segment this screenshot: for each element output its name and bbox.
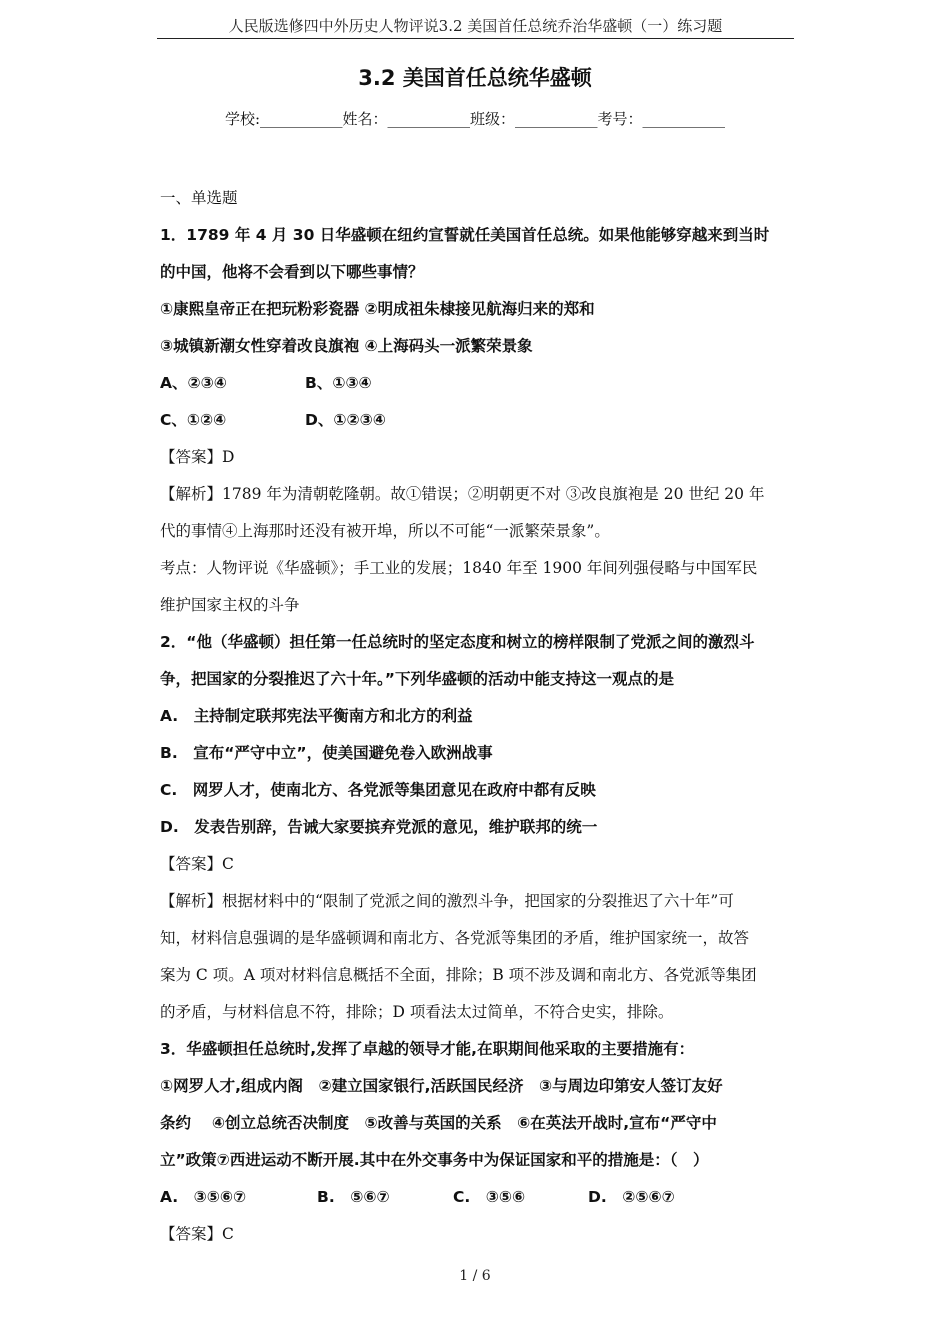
- q1-analysis-line-2: 代的事情④上海那时还没有被开埠，所以不可能“一派繁荣景象”。: [160, 522, 610, 540]
- q1-point-line-2: 维护国家主权的斗争: [160, 596, 300, 614]
- page-title: 3.2 美国首任总统华盛顿: [358, 66, 592, 90]
- q2-analysis-line-4: 的矛盾，与材料信息不符，排除；D 项看法太过简单，不符合史实，排除。: [160, 1003, 674, 1021]
- section-heading: 一、单选题: [160, 189, 238, 207]
- q1-items-line-1: ①康熙皇帝正在把玩粉彩瓷器 ②明成祖朱棣接见航海归来的郑和: [160, 300, 595, 318]
- q2-stem-line-2: 争，把国家的分裂推迟了六十年。”下列华盛顿的活动中能支持这一观点的是: [160, 670, 674, 688]
- q2-answer: 【答案】C: [160, 855, 234, 873]
- q2-option-b: B. 宣布“严守中立”，使美国避免卷入欧洲战事: [160, 744, 493, 762]
- q1-answer: 【答案】D: [160, 448, 235, 466]
- q2-analysis-line-2: 知，材料信息强调的是华盛顿调和南北方、各党派等集团的矛盾，维护国家统一，故答: [160, 929, 750, 947]
- q1-stem-line-2: 的中国，他将不会看到以下哪些事情？: [160, 263, 424, 281]
- q1-stem-line-1: 1．1789 年 4 月 30 日华盛顿在纽约宣誓就任美国首任总统。如果他能够穿越来到当时: [160, 226, 770, 244]
- q1-items-line-2: ③城镇新潮女性穿着改良旗袍 ④上海码头一派繁荣景象: [160, 337, 533, 355]
- q1-option-a: A、②③④: [160, 374, 227, 392]
- q2-option-c: C. 网罗人才，使南北方、各党派等集团意见在政府中都有反映: [160, 781, 596, 799]
- q2-option-a: A. 主持制定联邦宪法平衡南方和北方的利益: [160, 707, 473, 725]
- q2-stem-line-1: 2．“他（华盛顿）担任第一任总统时的坚定态度和树立的榜样限制了党派之间的激烈斗: [160, 633, 755, 651]
- q3-items-line-1: ①网罗人才,组成内阁 ②建立国家银行,活跃国民经济 ③与周边印第安人签订友好: [160, 1077, 723, 1095]
- q3-items-line-2: 条约 ④创立总统否决制度 ⑤改善与英国的关系 ⑥在英法开战时,宣布“严守中: [160, 1114, 717, 1132]
- q2-analysis-line-1: 【解析】根据材料中的“限制了党派之间的激烈斗争，把国家的分裂推迟了六十年”可: [160, 892, 734, 910]
- q2-option-d: D. 发表告别辞，告诫大家要摈弃党派的意见，维护联邦的统一: [160, 818, 598, 836]
- q1-option-c: C、①②④: [160, 411, 227, 429]
- student-info-line: 学校:___________姓名：___________班级：___________考号：___________: [224, 110, 726, 128]
- q3-answer: 【答案】C: [160, 1225, 234, 1243]
- q3-items-line-3: 立”政策⑦西进运动不断开展.其中在外交事务中为保证国家和平的措施是：（ ）: [160, 1151, 709, 1169]
- q2-analysis-line-3: 案为 C 项。A 项对材料信息概括不全面，排除；B 项不涉及调和南北方、各党派等集团: [160, 966, 757, 984]
- running-header: 人民版选修四中外历史人物评说3.2 美国首任总统乔治华盛顿（一）练习题: [157, 14, 794, 39]
- q3-option-c: C. ③⑤⑥: [453, 1188, 526, 1206]
- question-list: [160, 180, 800, 1253]
- q3-option-d: D. ②⑤⑥⑦: [588, 1188, 675, 1206]
- q3-option-a: A. ③⑤⑥⑦: [160, 1188, 247, 1206]
- q3-options-row: [160, 1179, 800, 1216]
- q1-options-row-1: [160, 365, 800, 402]
- q3-stem-line-1: 3．华盛顿担任总统时,发挥了卓越的领导才能,在职期间他采取的主要措施有：: [160, 1040, 695, 1058]
- q1-point-line-1: 考点：人物评说《华盛顿》；手工业的发展；1840 年至 1900 年间列强侵略与中国军民: [160, 559, 758, 577]
- page-number: 1 / 6: [459, 1268, 491, 1284]
- q1-options-row-2: [160, 402, 800, 439]
- q3-option-b: B. ⑤⑥⑦: [317, 1188, 390, 1206]
- q1-option-b: B、①③④: [305, 374, 372, 392]
- q1-option-d: D、①②③④: [305, 411, 386, 429]
- q1-analysis-line-1: 【解析】1789 年为清朝乾隆朝。故①错误；②明朝更不对 ③改良旗袍是 20 世纪 20 年: [160, 485, 765, 503]
